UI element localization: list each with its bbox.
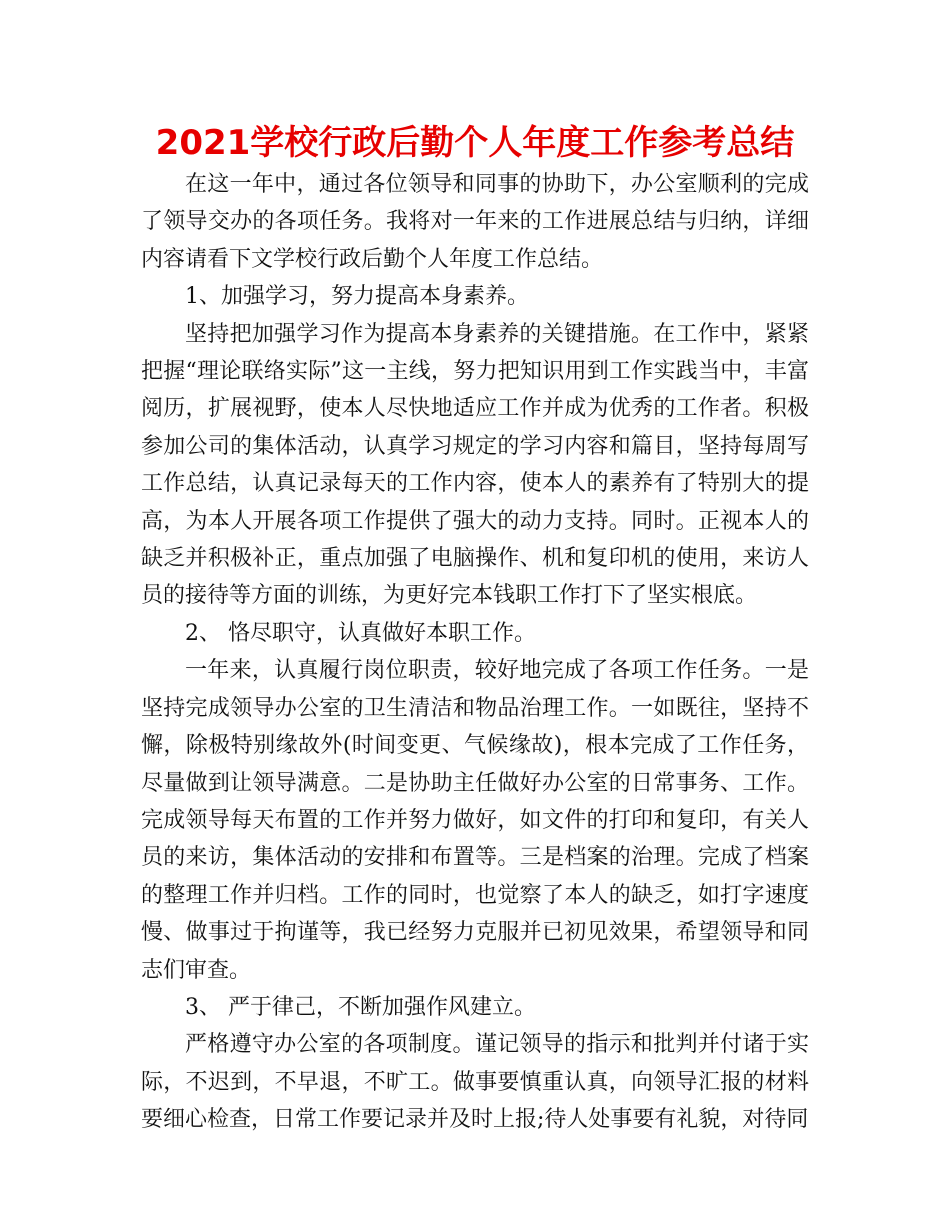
document-page: [141, 120, 809, 1139]
intro-paragraph: 在这一年中，通过各位领导和同事的协助下，办公室顺利的完成了领导交办的各项任务。我将对一年来的工作进展总结与归纳，详细内容请看下文学校行政后勤个人年度工作总结。: [141, 172, 809, 272]
section-2-body: 一年来，认真履行岗位职责，较好地完成了各项工作任务。一是坚持完成领导办公室的卫生清洁和物品治理工作。一如既往，坚持不懈，除极特别缘故外(时间变更、气候缘故)，根本完成了工作任务，尽量做到让领导满意。二是协助主任做好办公室的日常事务、工作。完成领导每天布置的工作并努力做好，如文件的打印和复印，有关人员的来访，集体活动的安排和布置等。三是档案的治理。完成了档案的整理工作并归档。工作的同时，也觉察了本人的缺乏，如打字速度慢、做事过于拘谨等，我已经努力克服并已初见效果，希望领导和同志们审查。: [141, 658, 809, 983]
section-1-heading: 1、加强学习，努力提高本身素养。: [185, 284, 529, 310]
section-1-body: 坚持把加强学习作为提高本身素养的关键措施。在工作中，紧紧把握“理论联络实际”这一主线，努力把知识用到工作实践当中，丰富阅历，扩展视野，使本人尽快地适应工作并成为优秀的工作者。积极参加公司的集体活动，认真学习规定的学习内容和篇目，坚持每周写工作总结，认真记录每天的工作内容，使本人的素养有了特别大的提高，为本人开展各项工作提供了强大的动力支持。同时。正视本人的缺乏并积极补正，重点加强了电脑操作、机和复印机的使用，来访人员的接待等方面的训练，为更好完本钱职工作打下了坚实根底。: [141, 321, 809, 609]
section-3-body: 严格遵守办公室的各项制度。谨记领导的指示和批判并付诸于实际，不迟到，不早退，不旷工。做事要慎重认真，向领导汇报的材料要细心检查，日常工作要记录并及时上报;待人处事要有礼貌，对待同: [141, 1032, 809, 1133]
section-3-heading: 3、 严于律己，不断加强作风建立。: [185, 994, 536, 1020]
section-2-heading: 2、 恪尽职守，认真做好本职工作。: [185, 620, 536, 646]
document-title: 2021学校行政后勤个人年度工作参考总结: [155, 123, 795, 163]
